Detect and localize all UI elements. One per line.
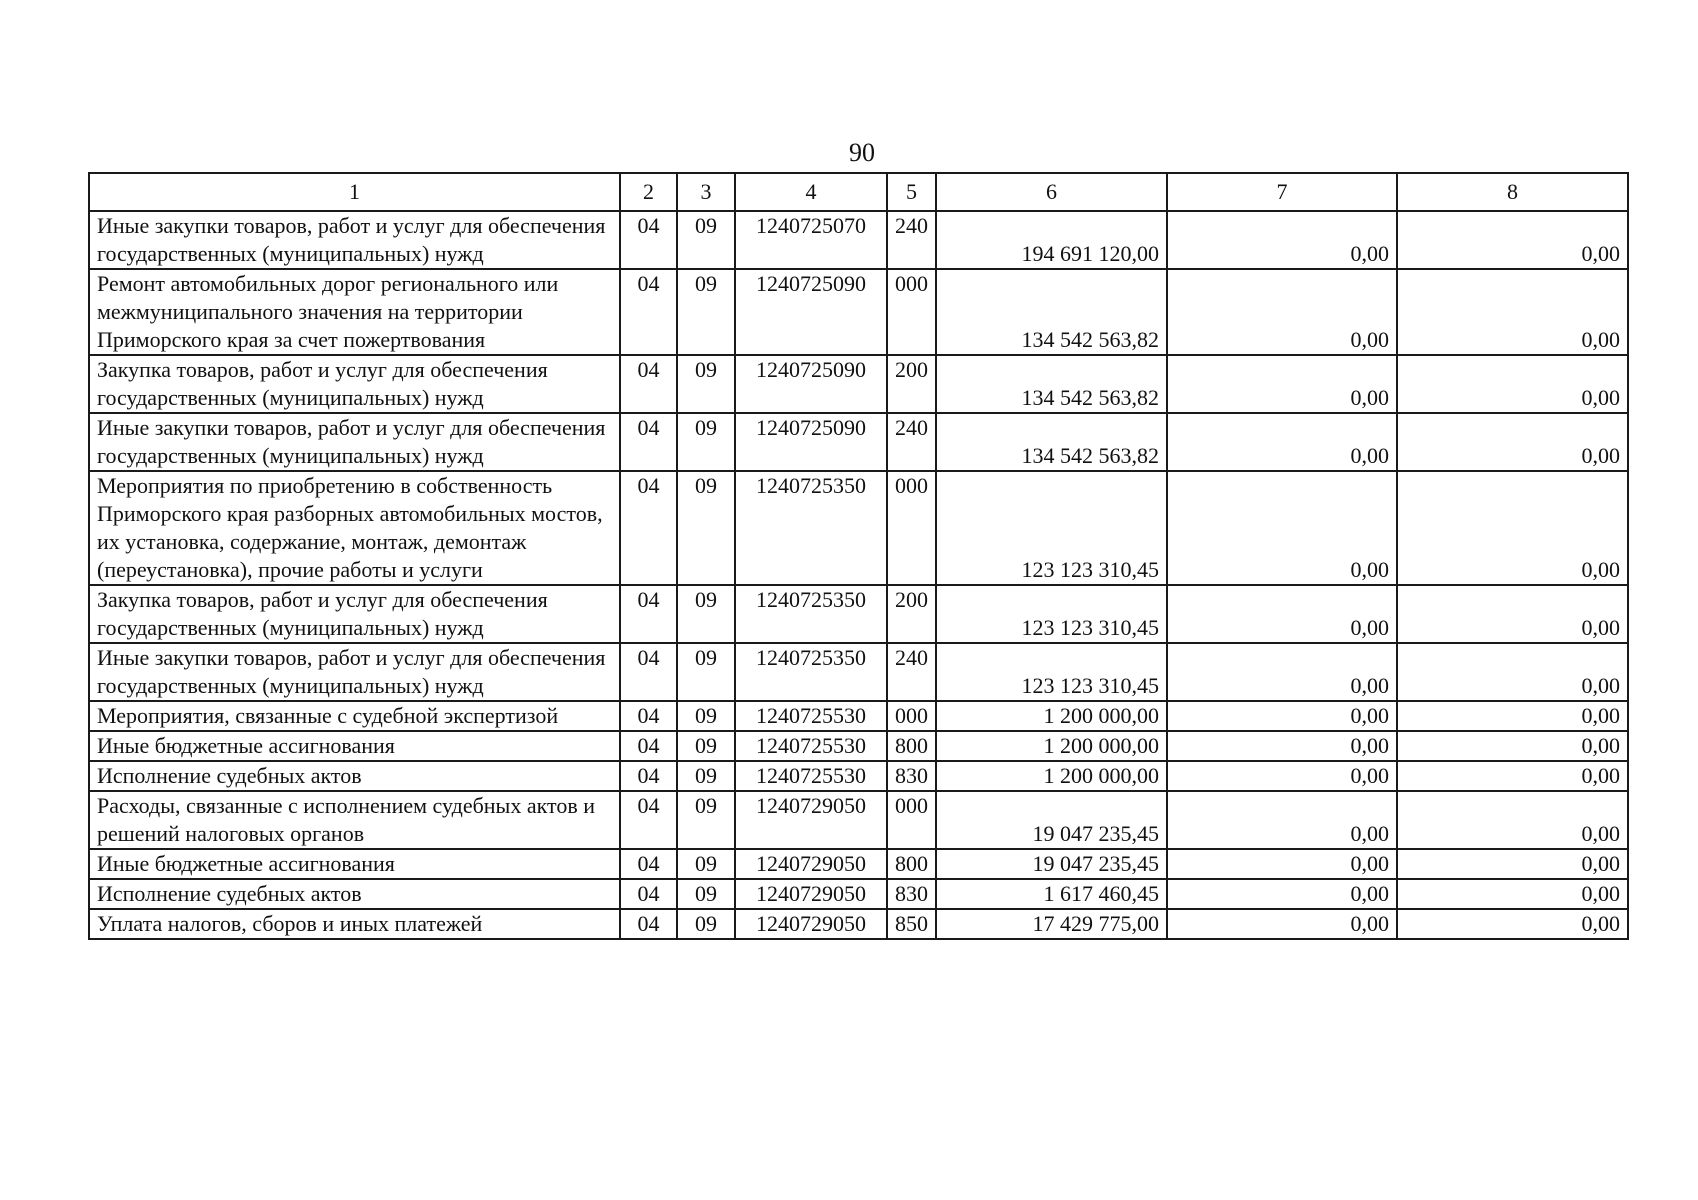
amount-col6-cell: 19 047 235,45 xyxy=(936,849,1167,879)
table-body xyxy=(89,211,1628,939)
subsection-code-cell: 09 xyxy=(677,413,735,471)
subsection-code-cell: 09 xyxy=(677,355,735,413)
subsection-code-cell: 09 xyxy=(677,643,735,701)
expense-type-cell: 000 xyxy=(887,471,936,585)
amount-col6-cell: 1 200 000,00 xyxy=(936,701,1167,731)
target-code-cell: 1240725090 xyxy=(735,413,887,471)
amount-col8-cell: 0,00 xyxy=(1397,643,1628,701)
section-code-cell: 04 xyxy=(620,585,677,643)
target-code-cell: 1240729050 xyxy=(735,791,887,849)
section-code-cell: 04 xyxy=(620,791,677,849)
amount-col8-cell: 0,00 xyxy=(1397,585,1628,643)
target-code-cell: 1240729050 xyxy=(735,879,887,909)
amount-col8-cell: 0,00 xyxy=(1397,701,1628,731)
amount-col7-cell: 0,00 xyxy=(1167,791,1397,849)
row-name-cell: Ремонт автомобильных дорог регионального или межмуниципального значения на территории Приморского края за счет пожертвования xyxy=(89,269,620,355)
row-name-cell: Мероприятия по приобретению в собственность Приморского края разборных автомобильных мостов, их установка, содержание, монтаж, демонтаж (переустановка), прочие работы и услуги xyxy=(89,471,620,585)
amount-col8-cell: 0,00 xyxy=(1397,355,1628,413)
amount-col7-cell: 0,00 xyxy=(1167,355,1397,413)
row-name-cell: Мероприятия, связанные с судебной экспертизой xyxy=(89,701,620,731)
table-row xyxy=(89,909,1628,939)
amount-col6-cell: 134 542 563,82 xyxy=(936,269,1167,355)
amount-col7-cell: 0,00 xyxy=(1167,701,1397,731)
amount-col8-cell: 0,00 xyxy=(1397,211,1628,269)
amount-col8-cell: 0,00 xyxy=(1397,731,1628,761)
row-name-cell: Закупка товаров, работ и услуг для обеспечения государственных (муниципальных) нужд xyxy=(89,585,620,643)
amount-col6-cell: 19 047 235,45 xyxy=(936,791,1167,849)
target-code-cell: 1240725090 xyxy=(735,355,887,413)
subsection-code-cell: 09 xyxy=(677,909,735,939)
expense-type-cell: 830 xyxy=(887,761,936,791)
table-row xyxy=(89,849,1628,879)
expense-type-cell: 240 xyxy=(887,413,936,471)
subsection-code-cell: 09 xyxy=(677,879,735,909)
section-code-cell: 04 xyxy=(620,849,677,879)
expense-type-cell: 200 xyxy=(887,585,936,643)
column-header: 7 xyxy=(1167,173,1397,211)
amount-col6-cell: 123 123 310,45 xyxy=(936,643,1167,701)
amount-col8-cell: 0,00 xyxy=(1397,269,1628,355)
column-header: 2 xyxy=(620,173,677,211)
section-code-cell: 04 xyxy=(620,211,677,269)
amount-col7-cell: 0,00 xyxy=(1167,585,1397,643)
subsection-code-cell: 09 xyxy=(677,585,735,643)
row-name-cell: Иные закупки товаров, работ и услуг для обеспечения государственных (муниципальных) нужд xyxy=(89,211,620,269)
row-name-cell: Иные закупки товаров, работ и услуг для обеспечения государственных (муниципальных) нужд xyxy=(89,643,620,701)
target-code-cell: 1240725090 xyxy=(735,269,887,355)
amount-col6-cell: 134 542 563,82 xyxy=(936,413,1167,471)
expense-type-cell: 000 xyxy=(887,701,936,731)
table-row xyxy=(89,731,1628,761)
section-code-cell: 04 xyxy=(620,879,677,909)
subsection-code-cell: 09 xyxy=(677,471,735,585)
expense-type-cell: 800 xyxy=(887,731,936,761)
budget-table xyxy=(88,172,1629,940)
amount-col7-cell: 0,00 xyxy=(1167,761,1397,791)
column-header: 3 xyxy=(677,173,735,211)
table-row xyxy=(89,413,1628,471)
expense-type-cell: 200 xyxy=(887,355,936,413)
amount-col7-cell: 0,00 xyxy=(1167,909,1397,939)
amount-col7-cell: 0,00 xyxy=(1167,211,1397,269)
subsection-code-cell: 09 xyxy=(677,761,735,791)
target-code-cell: 1240725350 xyxy=(735,643,887,701)
expense-type-cell: 240 xyxy=(887,211,936,269)
row-name-cell: Уплата налогов, сборов и иных платежей xyxy=(89,909,620,939)
amount-col7-cell: 0,00 xyxy=(1167,879,1397,909)
target-code-cell: 1240725350 xyxy=(735,471,887,585)
subsection-code-cell: 09 xyxy=(677,269,735,355)
target-code-cell: 1240725530 xyxy=(735,761,887,791)
section-code-cell: 04 xyxy=(620,643,677,701)
subsection-code-cell: 09 xyxy=(677,731,735,761)
subsection-code-cell: 09 xyxy=(677,701,735,731)
amount-col6-cell: 194 691 120,00 xyxy=(936,211,1167,269)
section-code-cell: 04 xyxy=(620,269,677,355)
amount-col7-cell: 0,00 xyxy=(1167,471,1397,585)
row-name-cell: Исполнение судебных актов xyxy=(89,879,620,909)
section-code-cell: 04 xyxy=(620,909,677,939)
amount-col8-cell: 0,00 xyxy=(1397,791,1628,849)
table-row xyxy=(89,355,1628,413)
target-code-cell: 1240725070 xyxy=(735,211,887,269)
expense-type-cell: 800 xyxy=(887,849,936,879)
target-code-cell: 1240729050 xyxy=(735,849,887,879)
table-row xyxy=(89,211,1628,269)
target-code-cell: 1240725350 xyxy=(735,585,887,643)
amount-col7-cell: 0,00 xyxy=(1167,849,1397,879)
table-row xyxy=(89,791,1628,849)
column-header: 4 xyxy=(735,173,887,211)
section-code-cell: 04 xyxy=(620,701,677,731)
target-code-cell: 1240725530 xyxy=(735,731,887,761)
table-row xyxy=(89,879,1628,909)
row-name-cell: Закупка товаров, работ и услуг для обеспечения государственных (муниципальных) нужд xyxy=(89,355,620,413)
column-header: 6 xyxy=(936,173,1167,211)
amount-col8-cell: 0,00 xyxy=(1397,413,1628,471)
page-number: 90 xyxy=(849,138,875,167)
amount-col6-cell: 123 123 310,45 xyxy=(936,471,1167,585)
expense-type-cell: 830 xyxy=(887,879,936,909)
subsection-code-cell: 09 xyxy=(677,791,735,849)
subsection-code-cell: 09 xyxy=(677,849,735,879)
column-header: 8 xyxy=(1397,173,1628,211)
target-code-cell: 1240725530 xyxy=(735,701,887,731)
amount-col6-cell: 123 123 310,45 xyxy=(936,585,1167,643)
amount-col8-cell: 0,00 xyxy=(1397,909,1628,939)
column-header: 1 xyxy=(89,173,620,211)
amount-col6-cell: 17 429 775,00 xyxy=(936,909,1167,939)
table-row xyxy=(89,269,1628,355)
amount-col7-cell: 0,00 xyxy=(1167,643,1397,701)
row-name-cell: Иные бюджетные ассигнования xyxy=(89,731,620,761)
table-row xyxy=(89,585,1628,643)
table-row xyxy=(89,701,1628,731)
expense-type-cell: 000 xyxy=(887,791,936,849)
amount-col6-cell: 134 542 563,82 xyxy=(936,355,1167,413)
row-name-cell: Расходы, связанные с исполнением судебных актов и решений налоговых органов xyxy=(89,791,620,849)
amount-col7-cell: 0,00 xyxy=(1167,731,1397,761)
amount-col6-cell: 1 200 000,00 xyxy=(936,731,1167,761)
amount-col7-cell: 0,00 xyxy=(1167,413,1397,471)
amount-col8-cell: 0,00 xyxy=(1397,471,1628,585)
subsection-code-cell: 09 xyxy=(677,211,735,269)
section-code-cell: 04 xyxy=(620,471,677,585)
amount-col6-cell: 1 200 000,00 xyxy=(936,761,1167,791)
amount-col6-cell: 1 617 460,45 xyxy=(936,879,1167,909)
expense-type-cell: 240 xyxy=(887,643,936,701)
section-code-cell: 04 xyxy=(620,413,677,471)
column-header: 5 xyxy=(887,173,936,211)
amount-col8-cell: 0,00 xyxy=(1397,761,1628,791)
row-name-cell: Иные закупки товаров, работ и услуг для обеспечения государственных (муниципальных) нужд xyxy=(89,413,620,471)
header-row xyxy=(89,173,1628,211)
section-code-cell: 04 xyxy=(620,355,677,413)
amount-col7-cell: 0,00 xyxy=(1167,269,1397,355)
table-row xyxy=(89,761,1628,791)
target-code-cell: 1240729050 xyxy=(735,909,887,939)
expense-type-cell: 850 xyxy=(887,909,936,939)
section-code-cell: 04 xyxy=(620,761,677,791)
row-name-cell: Иные бюджетные ассигнования xyxy=(89,849,620,879)
table-row xyxy=(89,643,1628,701)
section-code-cell: 04 xyxy=(620,731,677,761)
expense-type-cell: 000 xyxy=(887,269,936,355)
amount-col8-cell: 0,00 xyxy=(1397,879,1628,909)
amount-col8-cell: 0,00 xyxy=(1397,849,1628,879)
table-row xyxy=(89,471,1628,585)
row-name-cell: Исполнение судебных актов xyxy=(89,761,620,791)
